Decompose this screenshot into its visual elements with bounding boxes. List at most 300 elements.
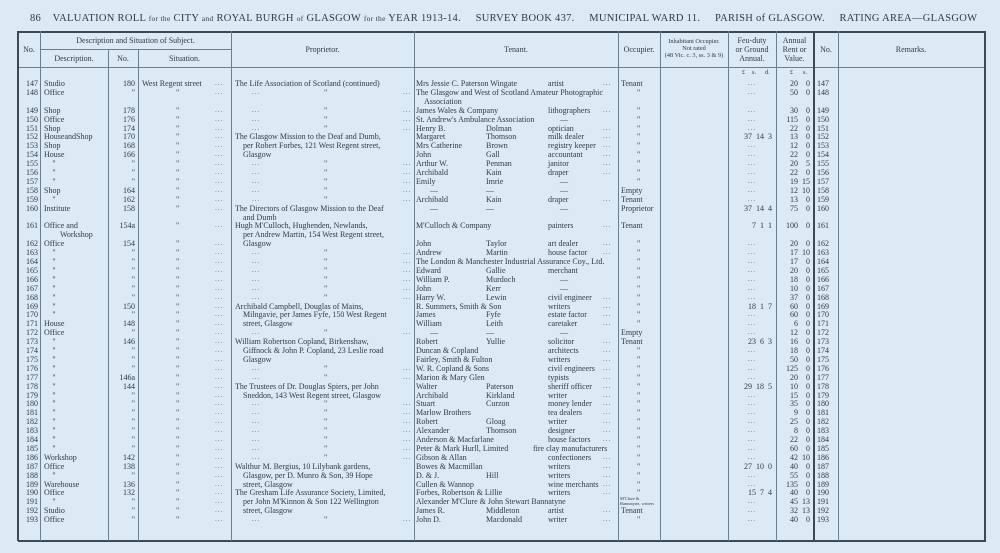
entry-number-right: 167 <box>817 283 829 293</box>
leader-dots: ... <box>215 203 224 212</box>
proprietor: " <box>324 426 328 436</box>
tenant-name: James Wales & Company <box>416 105 499 115</box>
entry-number: 148 <box>26 87 38 97</box>
rent-shillings: 0 <box>806 239 810 249</box>
tenant-occupation: wine merchants <box>548 479 599 489</box>
situation: " <box>176 168 180 177</box>
leader-dots: ... <box>603 479 612 488</box>
feu-duty: ... <box>747 390 757 399</box>
feu-duty: ... <box>747 114 757 123</box>
leader-dots: ... <box>603 346 612 354</box>
feu-duty: ... <box>747 176 757 185</box>
entry-number-right: 147 <box>817 79 829 88</box>
table-row <box>0 497 1000 506</box>
rent-pounds: 50 <box>790 87 798 97</box>
leader-dots: ... <box>215 488 224 497</box>
leader-dots: ... <box>215 87 224 96</box>
proprietor: Milngavie, per James Fyfe, 150 West Regent <box>243 310 387 320</box>
occupier: " <box>637 417 641 427</box>
entry-number: 161 <box>26 221 38 231</box>
table-row <box>0 462 1000 471</box>
entry-number: 171 <box>26 319 38 329</box>
proprietor: " <box>324 114 328 124</box>
entry-number: 177 <box>26 372 38 382</box>
description: Office <box>44 328 65 338</box>
entry-number-right: 164 <box>817 257 829 266</box>
leader-dots: ... <box>403 87 412 96</box>
description: " <box>52 417 56 427</box>
proprietor: The Directors of Glasgow Mission to the Deaf <box>235 203 384 213</box>
feu-duty: 27 10 0 <box>744 461 772 471</box>
leader-dots: ... <box>215 470 224 479</box>
entry-number: 180 <box>26 399 38 409</box>
leader-dots: ... <box>215 176 224 185</box>
rent-shillings: 0 <box>806 168 810 177</box>
situation: " <box>176 239 180 249</box>
street-number: 154 <box>123 239 135 249</box>
rent-pounds: 125 <box>786 363 798 373</box>
tenant-name: Andrew <box>416 248 442 258</box>
rent-pounds: 30 <box>790 105 798 115</box>
description: " <box>52 194 56 204</box>
occupier: " <box>637 257 641 266</box>
header-feu <box>728 36 776 63</box>
rent-pounds: 13 <box>790 132 798 142</box>
situation: " <box>176 301 180 311</box>
leader-dots: ... <box>215 381 224 390</box>
description: " <box>52 168 56 177</box>
rent-pounds: 40 <box>790 488 798 498</box>
leader-dots: ... <box>215 354 224 363</box>
entry-number: 166 <box>26 274 38 284</box>
leader-dots: ... <box>403 292 412 301</box>
tenant-name: M'Culloch & Company <box>416 221 492 231</box>
description: " <box>52 346 56 355</box>
situation: " <box>176 87 180 97</box>
rating-area: RATING AREA—GLASGOW <box>839 13 978 24</box>
street-number: " <box>131 328 135 338</box>
leader-dots: ... <box>403 283 412 292</box>
leader-dots: ... <box>215 194 224 203</box>
occupier: Empty <box>621 328 643 338</box>
situation: " <box>176 310 180 320</box>
leader-dots: ... <box>215 185 224 194</box>
description: " <box>52 497 56 507</box>
tenant-surname: Martin <box>486 248 508 258</box>
entry-number-right: 151 <box>817 123 829 133</box>
situation: " <box>176 123 180 133</box>
tenant-occupation: milk dealer <box>548 132 585 142</box>
situation: " <box>176 283 180 293</box>
tenant-occupation: money lender <box>548 399 592 409</box>
occupier: " <box>637 168 641 177</box>
leader-dots: ... <box>252 426 261 435</box>
description: " <box>52 390 56 400</box>
rent-shillings: 0 <box>806 79 810 88</box>
situation: " <box>176 132 180 142</box>
rent-pounds: 18 <box>790 346 798 355</box>
leader-dots: ... <box>215 141 224 150</box>
proprietor: Archibald Campbell, Douglas of Mains, <box>235 301 364 311</box>
leader-dots: ... <box>403 105 412 114</box>
leader-dots: ... <box>215 337 224 346</box>
header-rent-line: Annual <box>782 36 807 45</box>
rent-pounds: 22 <box>790 168 798 177</box>
rent-pounds: 75 <box>790 203 798 213</box>
entry-number-right: 159 <box>817 194 829 204</box>
description: Office <box>44 515 65 525</box>
occupier: Empty <box>621 185 643 195</box>
tenant-name: W. R. Copland & Sons <box>416 363 490 373</box>
table-row <box>0 444 1000 453</box>
tenant-occupation: tea dealers <box>548 408 582 418</box>
entry-number-right: 175 <box>817 354 829 364</box>
description: " <box>52 176 56 186</box>
leader-dots: ... <box>403 265 412 274</box>
rent-shillings: 0 <box>806 435 810 444</box>
description: Office <box>44 87 65 97</box>
situation: " <box>176 274 180 284</box>
feu-duty: ... <box>747 452 757 461</box>
entry-number: 152 <box>26 132 38 142</box>
description: Shop <box>44 185 61 195</box>
tenant-name: John <box>416 150 432 160</box>
table-row <box>0 515 1000 524</box>
table-row <box>0 435 1000 444</box>
street-number: " <box>131 168 135 177</box>
tenant-occupation: writers <box>548 461 571 471</box>
rent-pounds: 115 <box>786 114 798 124</box>
rent-shillings: 0 <box>806 105 810 115</box>
tenant-occupation: fire clay manufacturers <box>533 443 608 453</box>
entry-number: 155 <box>26 159 38 169</box>
proprietor: Hugh M'Culloch, Hughenden, Newlands, <box>235 221 368 231</box>
tenant-occupation: caretaker <box>548 319 578 329</box>
rent-pounds: 20 <box>790 372 798 382</box>
situation: " <box>176 114 180 124</box>
roll-title-7: GLASGOW <box>306 13 361 24</box>
table-row <box>0 115 1000 124</box>
entry-number-right: 191 <box>817 497 829 507</box>
occupier: " <box>637 390 641 400</box>
tenant-occupation: registry keeper <box>548 141 596 151</box>
rent-pounds: 60 <box>790 443 798 453</box>
entry-number: 188 <box>26 470 38 480</box>
rent-pounds: 25 <box>790 417 798 427</box>
roll-title-3: CITY <box>173 13 199 24</box>
table-row <box>0 150 1000 159</box>
proprietor: " <box>324 87 328 97</box>
entry-number: 193 <box>26 515 38 525</box>
situation: " <box>176 497 180 507</box>
occupier: " <box>637 265 641 275</box>
table-row <box>0 480 1000 489</box>
rent-shillings: 5 <box>806 159 810 169</box>
table-row <box>0 382 1000 391</box>
leader-dots: ... <box>603 470 612 479</box>
leader-dots: ... <box>403 328 412 337</box>
leader-dots: ... <box>215 221 224 230</box>
header-rent <box>776 36 813 63</box>
leader-dots: ... <box>603 426 612 435</box>
roll-title-4: and <box>201 14 214 23</box>
table-row <box>0 417 1000 426</box>
situation: " <box>176 292 180 302</box>
entry-number-right: 158 <box>817 185 829 195</box>
street-number: 154a <box>119 221 135 231</box>
tenant-surname: Kerr <box>486 283 501 293</box>
tenant-name: Peter & Mark Hurll, Limited <box>416 443 509 453</box>
feu-duty: ... <box>747 515 757 524</box>
leader-dots: ... <box>603 105 612 114</box>
leader-dots: ... <box>603 452 612 461</box>
header-tenant: Tenant. <box>504 45 528 54</box>
table-row <box>0 426 1000 435</box>
rent-shillings: 13 <box>802 506 810 516</box>
description: Studio <box>44 506 65 516</box>
tenant-name: John <box>416 283 432 293</box>
situation: " <box>176 479 180 489</box>
tenant-occupation: — <box>560 176 568 186</box>
description: " <box>52 443 56 453</box>
proprietor: Glasgow <box>243 354 272 364</box>
tenant-surname: Gallie <box>486 265 506 275</box>
leader-dots: ... <box>215 497 224 506</box>
proprietor: per John M'Kinnon & Son 122 Wellington <box>243 497 379 507</box>
rent-shillings: 0 <box>806 337 810 347</box>
situation: " <box>176 141 180 151</box>
feu-duty: ... <box>747 123 757 132</box>
street-number: 146a <box>119 372 135 382</box>
rent-shillings: 0 <box>806 515 810 525</box>
feu-duty: ... <box>747 257 757 265</box>
roll-title-8: for the <box>363 14 386 23</box>
situation: " <box>176 105 180 115</box>
leader-dots: ... <box>252 372 261 381</box>
feu-duty: ... <box>747 479 757 488</box>
rent-shillings: 0 <box>806 354 810 364</box>
entry-number: 181 <box>26 408 38 418</box>
entry-number-right: 186 <box>817 452 829 462</box>
tenant-name: Margaret <box>416 132 446 142</box>
leader-dots: ... <box>215 274 224 283</box>
table-row <box>0 506 1000 515</box>
entry-number: 165 <box>26 265 38 275</box>
feu-duty: ... <box>747 470 757 479</box>
tenant-name: James <box>416 310 436 320</box>
tenant-surname: Curzon <box>486 399 510 409</box>
leader-dots: ... <box>215 417 224 426</box>
street-number: " <box>131 310 135 320</box>
proprietor: " <box>324 363 328 373</box>
occupier: " <box>637 319 641 329</box>
proprietor: William Robertson Copland, Birkenshaw, <box>235 337 369 347</box>
street-number: " <box>131 363 135 373</box>
entry-number: 147 <box>26 79 38 88</box>
leader-dots: ... <box>215 515 224 524</box>
rent-unit-shillings: s. <box>803 69 808 76</box>
street-number: " <box>131 399 135 409</box>
entry-number-right: 172 <box>817 328 829 338</box>
header-inhabitant <box>660 38 728 59</box>
feu-duty: 15 7 4 <box>748 488 772 498</box>
rent-pounds: 20 <box>790 265 798 275</box>
street-number: 150 <box>123 301 135 311</box>
proprietor: " <box>324 292 328 302</box>
rent-shillings: 0 <box>806 283 810 293</box>
entry-number: 175 <box>26 354 38 364</box>
proprietor: " <box>324 257 328 266</box>
feu-duty: ... <box>747 319 757 328</box>
leader-dots: ... <box>215 399 224 408</box>
street-number: 142 <box>123 452 135 462</box>
leader-dots: ... <box>215 257 224 265</box>
situation: " <box>176 176 180 186</box>
rent-pounds: 19 <box>790 176 798 186</box>
description: Office <box>44 114 65 124</box>
tenant-surname: — <box>486 185 494 195</box>
description: " <box>52 381 56 391</box>
occupier: " <box>637 461 641 471</box>
leader-dots: ... <box>403 159 412 168</box>
description: Workshop <box>44 452 77 462</box>
tenant-occupation: civil engineer <box>548 292 592 302</box>
tenant-name: Walter <box>416 381 438 391</box>
occupier: Tenant <box>621 194 643 204</box>
entry-number-right: 162 <box>817 239 829 249</box>
tenant-occupation: designer <box>548 426 576 436</box>
entry-number: 168 <box>26 292 38 302</box>
description: " <box>52 159 56 169</box>
description: " <box>52 292 56 302</box>
tenant-surname: Penman <box>486 159 512 169</box>
tenant-surname: Thomson <box>486 426 517 436</box>
entry-number-right: 168 <box>817 292 829 302</box>
description: " <box>52 363 56 373</box>
tenant-name: Duncan & Copland <box>416 346 479 355</box>
table-row <box>0 186 1000 195</box>
entry-number: 191 <box>26 497 38 507</box>
rent-shillings: 0 <box>806 372 810 382</box>
tenant-occupation: writers <box>548 354 571 364</box>
rent-shillings: 0 <box>806 301 810 311</box>
entry-number: 179 <box>26 390 38 400</box>
feu-duty: ... <box>747 497 757 506</box>
proprietor: " <box>324 248 328 258</box>
entry-number: 178 <box>26 381 38 391</box>
occupier: " <box>637 114 641 124</box>
leader-dots: ... <box>403 372 412 381</box>
rent-shillings: 0 <box>806 274 810 284</box>
description: Studio <box>44 79 65 88</box>
leader-dots: ... <box>403 452 412 461</box>
proprietor: " <box>324 515 328 525</box>
occupier: " <box>637 274 641 284</box>
description: " <box>52 337 56 347</box>
street-number: 144 <box>123 381 135 391</box>
description: Institute <box>44 203 71 213</box>
leader-dots: ... <box>403 123 412 132</box>
tenant-name: John <box>416 239 432 249</box>
entry-number-right: 165 <box>817 265 829 275</box>
tenant-occupation: — <box>560 328 568 338</box>
leader-dots: ... <box>215 159 224 168</box>
occupier: " <box>637 470 641 480</box>
rent-pounds: 12 <box>790 185 798 195</box>
tenant-occupation: architects <box>548 346 579 355</box>
header-occupier: Occupier. <box>623 45 655 54</box>
rent-shillings: 0 <box>806 363 810 373</box>
rent-shillings: 0 <box>806 141 810 151</box>
feu-duty: ... <box>747 168 757 176</box>
rent-pounds: 40 <box>790 461 798 471</box>
entry-number-right: 190 <box>817 488 829 498</box>
street-number: 168 <box>123 141 135 151</box>
situation: " <box>176 363 180 373</box>
feu-duty: 7 1 1 <box>752 221 772 231</box>
occupier: " <box>637 488 641 498</box>
entry-number-right: 181 <box>817 408 829 418</box>
rent-shillings: 0 <box>806 488 810 498</box>
rent-pounds: 8 <box>794 426 798 436</box>
feu-duty: ... <box>747 283 757 292</box>
rent-pounds: 60 <box>790 310 798 320</box>
tenant-occupation: writers <box>548 301 571 311</box>
leader-dots: ... <box>603 381 612 390</box>
rent-shillings: 0 <box>806 194 810 204</box>
leader-dots: ... <box>603 123 612 132</box>
leader-dots: ... <box>403 443 412 452</box>
entry-number-right: 185 <box>817 443 829 453</box>
entry-number: 160 <box>26 203 38 213</box>
street-number: " <box>131 417 135 427</box>
table-row <box>0 471 1000 480</box>
description: " <box>52 301 56 311</box>
feu-duty: ... <box>747 399 757 408</box>
entry-number: 154 <box>26 150 38 160</box>
street-number: " <box>131 408 135 418</box>
leader-dots: ... <box>603 399 612 408</box>
leader-dots: ... <box>252 443 261 452</box>
leader-dots: ... <box>215 435 224 443</box>
header-rent-line: Rent or <box>782 45 807 54</box>
table-row <box>0 319 1000 328</box>
leader-dots: ... <box>603 435 612 443</box>
tenant-surname: Fyfe <box>486 310 501 320</box>
occupier: " <box>637 408 641 418</box>
leader-dots: ... <box>252 168 261 176</box>
table-row <box>0 408 1000 417</box>
rent-shillings: 0 <box>806 292 810 302</box>
street-number: 166 <box>123 150 135 160</box>
table-row <box>0 488 1000 497</box>
tenant-surname: Hill <box>486 470 499 480</box>
leader-dots: ... <box>603 150 612 159</box>
occupier: " <box>637 363 641 373</box>
tenant-occupation: lithographers <box>548 105 591 115</box>
tenant-name: D. & J. <box>416 470 440 480</box>
tenant-name: Gibson & Allan <box>416 452 467 462</box>
tenant-occupation: artist <box>548 79 564 88</box>
rent-shillings: 0 <box>806 132 810 142</box>
page-number: 86 <box>30 13 42 24</box>
leader-dots: ... <box>215 372 224 381</box>
street-number: " <box>131 346 135 355</box>
proprietor: " <box>324 283 328 293</box>
leader-dots: ... <box>252 248 261 257</box>
tenant-occupation: writers <box>548 488 571 498</box>
tenant-surname: Murdoch <box>486 274 516 284</box>
